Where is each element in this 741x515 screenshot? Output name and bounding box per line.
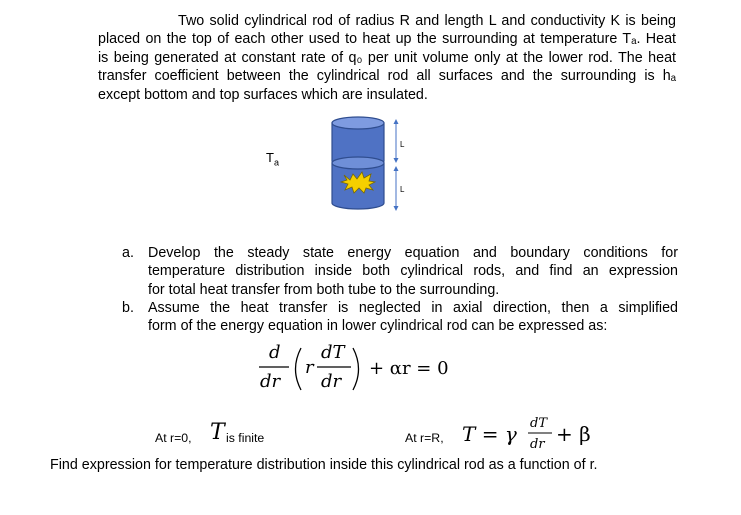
arrowhead-icon <box>394 206 399 211</box>
bc-right-rest: + β <box>556 422 591 446</box>
eq-rest: + αr = 0 <box>369 358 449 379</box>
problem-line: except bottom and top surfaces which are insulated. <box>98 86 428 103</box>
bc-right-numerator: dT <box>530 416 547 431</box>
task-line: for total heat transfer from both tube to the surrounding. <box>148 281 500 298</box>
bc-left-variable: T <box>210 420 225 445</box>
bc-right-prefix: At r=R, <box>405 431 444 445</box>
task-item-a <box>122 244 678 299</box>
final-instruction: Find expression for temperature distribution inside this cylindrical rod as a function of r. <box>50 457 598 473</box>
problem-statement <box>98 12 676 104</box>
eq-d-numerator: d <box>269 342 281 363</box>
bc-right-equation <box>462 412 612 454</box>
task-marker: a. <box>122 245 134 261</box>
task-list <box>122 244 678 335</box>
task-line: temperature distribution inside both cylindrical rods, and find an expression <box>148 263 678 280</box>
upper-rod-top <box>332 117 384 129</box>
eq-dr-denominator: dr <box>260 371 281 392</box>
task-item-b <box>122 299 678 336</box>
eq-dT-numerator: dT <box>321 342 345 363</box>
length-label-top: L <box>400 140 405 149</box>
task-marker: b. <box>122 299 134 316</box>
length-label-bottom: L <box>400 185 405 194</box>
bc-right-lhs: T = γ <box>462 422 517 446</box>
task-line: Develop the steady state energy equation and boundary conditions for <box>148 245 678 261</box>
task-line: Assume the heat transfer is neglected in axial direction, then a simplified <box>148 299 678 316</box>
eq-dr-denominator-inner: dr <box>321 371 342 392</box>
problem-line: placed on the top of each other used to heat up the surrounding at temperature Tₐ. Heat <box>98 31 676 48</box>
ambient-temperature-label: $T_a$ <box>266 150 279 168</box>
arrowhead-icon <box>394 158 399 163</box>
problem-line: transfer coefficient between the cylindrical rod all surfaces and the surrounding is hₐ <box>98 68 676 85</box>
stacked-rods-figure <box>330 113 410 217</box>
problem-line: Two solid cylindrical rod of radius R and length L and conductivity K is being <box>178 13 676 29</box>
bc-left-prefix: At r=0, <box>155 431 192 445</box>
problem-line: is being generated at constant rate of q₀ per unit volume only at the lower rod. The heat <box>98 49 676 66</box>
rod-interface <box>332 157 384 169</box>
eq-r: r <box>305 357 314 378</box>
bc-left-suffix: is finite <box>226 431 265 445</box>
task-line: form of the energy equation in lower cylindrical rod can be expressed as: <box>148 318 608 335</box>
arrowhead-icon <box>394 119 399 124</box>
bc-right-denominator: dr <box>530 437 545 452</box>
energy-equation <box>255 340 485 400</box>
arrowhead-icon <box>394 166 399 171</box>
